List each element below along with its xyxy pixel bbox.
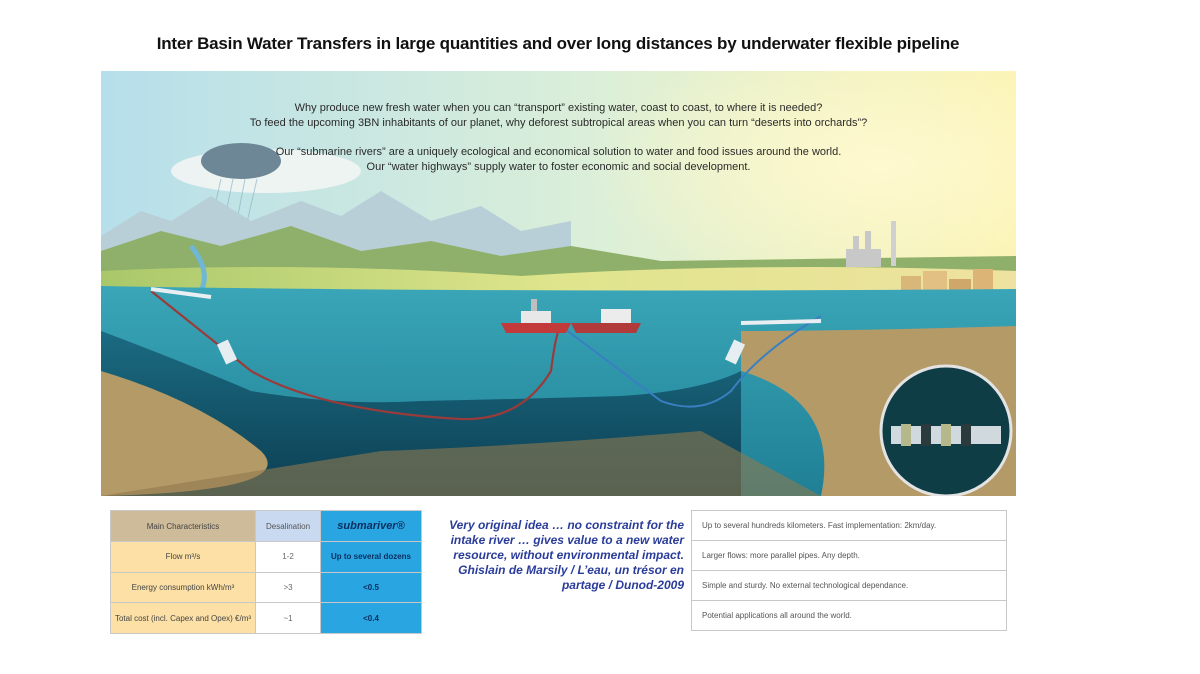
table-row — [111, 603, 422, 634]
table-row — [111, 572, 422, 603]
row-submariver: <0.4 — [321, 603, 422, 634]
pipeline-illustration — [101, 71, 1016, 496]
list-item — [692, 571, 1007, 601]
advantage-text: Up to several hundreds kilometers. Fast implementation: 2km/day. — [692, 511, 1007, 541]
advantage-text: Potential applications all around the world. — [692, 601, 1007, 631]
intro-line-4: Our “water highways” supply water to foster economic and social development. — [366, 161, 751, 173]
characteristics-header — [111, 511, 422, 542]
header-main: Main Characteristics — [111, 511, 256, 542]
intro-line-3: Our “submarine rivers” are a uniquely ecological and economical solution to water and food issues around the world. — [275, 146, 842, 158]
list-item — [692, 541, 1007, 571]
header-desalination: Desalination — [256, 511, 321, 542]
table-row — [111, 542, 422, 573]
row-desalination: 1-2 — [256, 542, 321, 573]
characteristics-table — [110, 510, 422, 634]
outlet-jetty — [741, 321, 821, 323]
pipe-zoom — [891, 424, 1001, 446]
row-submariver: <0.5 — [321, 572, 422, 603]
intro-line-1: Why produce new fresh water when you can “transport” existing water, coast to coast, to where it is needed? — [294, 102, 823, 114]
row-label: Energy consumption kWh/m³ — [111, 572, 256, 603]
row-label: Flow m³/s — [111, 542, 256, 573]
list-item — [692, 511, 1007, 541]
row-desalination: >3 — [256, 572, 321, 603]
page-title: Inter Basin Water Transfers in large quantities and over long distances by underwater flexible pipeline — [156, 34, 960, 53]
intro-text — [101, 101, 1016, 175]
row-label: Total cost (incl. Capex and Opex) €/m³ — [111, 603, 256, 634]
advantage-text: Larger flows: more parallel pipes. Any depth. — [692, 541, 1007, 571]
list-item — [692, 601, 1007, 631]
advantage-text: Simple and sturdy. No external technological dependance. — [692, 571, 1007, 601]
intro-line-2: To feed the upcoming 3BN inhabitants of our planet, why deforest subtropical areas when you can turn “deserts into orchards”? — [249, 117, 868, 129]
quote-text: Very original idea … no constraint for the intake river … gives value to a new water resource, without environmental impact. Ghislain de Marsily / L’eau, un trésor en partage / Dunod-2009 — [449, 518, 684, 592]
header-submariver: submariver® — [321, 511, 422, 542]
row-desalination: ~1 — [256, 603, 321, 634]
row-submariver: Up to several dozens — [321, 542, 422, 573]
advantages-table — [691, 510, 1007, 631]
